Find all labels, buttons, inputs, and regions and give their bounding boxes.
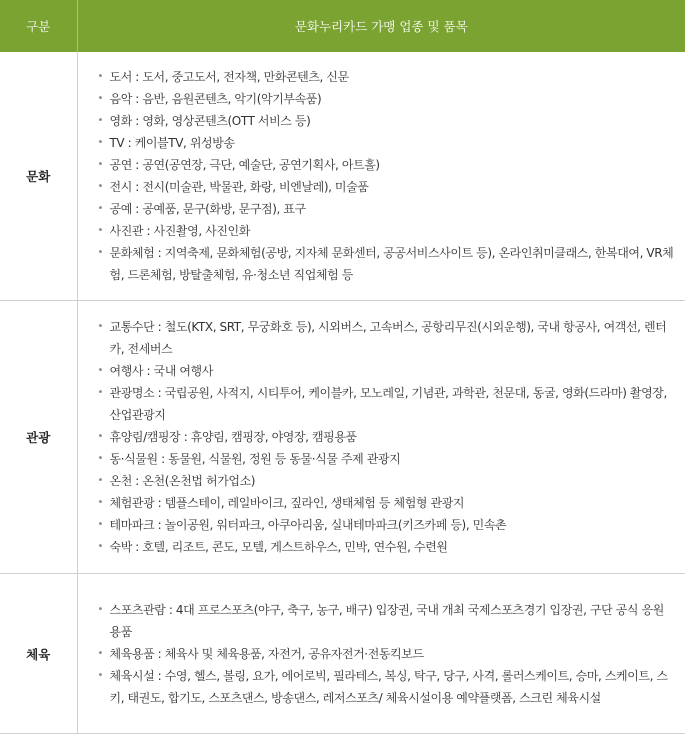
list-item	[98, 599, 676, 643]
table-row-culture	[0, 52, 685, 301]
list-item-text: TV : 케이블TV, 위성방송	[110, 136, 235, 150]
list-item	[98, 514, 676, 536]
bullet-dot-icon: •	[98, 242, 104, 264]
list-item-text: 영화 : 영화, 영상콘텐츠(OTT 서비스 등)	[110, 114, 311, 128]
list-item-text: 테마파크 : 놀이공원, 워터파크, 아쿠아리움, 실내테마파크(키즈카페 등), 민속촌	[110, 518, 507, 532]
bullet-dot-icon: •	[98, 88, 104, 110]
list-item	[98, 88, 676, 110]
table-row-sports	[0, 574, 685, 734]
list-item-text: 관광명소 : 국립공원, 사적지, 시티투어, 케이블카, 모노레일, 기념관, 과학관, 천문대, 동굴, 영화(드라마) 촬영장, 산업관광지	[110, 386, 667, 422]
bullet-dot-icon: •	[98, 536, 104, 558]
bullet-dot-icon: •	[98, 220, 104, 242]
list-item	[98, 132, 676, 154]
bullet-dot-icon: •	[98, 176, 104, 198]
bullet-dot-icon: •	[98, 599, 104, 621]
header-category: 구분	[0, 0, 77, 52]
list-item-text: 공연 : 공연(공연장, 극단, 예술단, 공연기획사, 아트홀)	[110, 158, 380, 172]
list-item	[98, 316, 676, 360]
list-item	[98, 665, 676, 709]
items-cell	[77, 301, 685, 574]
list-item-text: 공예 : 공예품, 문구(화방, 문구점), 표구	[110, 202, 306, 216]
list-item	[98, 154, 676, 176]
bullet-dot-icon: •	[98, 492, 104, 514]
bullet-dot-icon: •	[98, 643, 104, 665]
list-item-text: 온천 : 온천(온천법 허가업소)	[110, 474, 256, 488]
list-item-text: 동·식물원 : 동물원, 식물원, 정원 등 동물·식물 주제 관광지	[110, 452, 401, 466]
list-item-text: 사진관 : 사진촬영, 사진인화	[110, 224, 250, 238]
bullet-dot-icon: •	[98, 514, 104, 536]
category-cell: 체육	[0, 574, 77, 734]
list-item	[98, 242, 676, 286]
list-item	[98, 176, 676, 198]
list-item	[98, 536, 676, 558]
list-item	[98, 110, 676, 132]
category-cell: 관광	[0, 301, 77, 574]
bullet-dot-icon: •	[98, 470, 104, 492]
item-list	[78, 52, 685, 300]
list-item-text: 체육시설 : 수영, 헬스, 볼링, 요가, 에어로빅, 필라테스, 복싱, 탁구, 당구, 사격, 롤러스케이트, 승마, 스케이트, 스키, 태권도, 합기도, 스포츠댄스, 방송댄스, 레저스포츠/ 체육시설이용 예약플랫폼, 스크린 체육시설	[110, 669, 668, 705]
list-item-text: 휴양림/캠핑장 : 휴양림, 캠핑장, 야영장, 캠핑용품	[110, 430, 357, 444]
items-cell	[77, 52, 685, 301]
list-item-text: 체육용품 : 체육사 및 체육용품, 자전거, 공유자전거·전동킥보드	[110, 647, 424, 661]
table-row-tourism	[0, 301, 685, 574]
list-item	[98, 220, 676, 242]
list-item-text: 스포츠관람 : 4대 프로스포츠(야구, 축구, 농구, 배구) 입장권, 국내 개최 국제스포츠경기 입장권, 구단 공식 응원용품	[110, 603, 664, 639]
list-item-text: 음악 : 음반, 음원콘텐츠, 악기(악기부속품)	[110, 92, 322, 106]
list-item	[98, 492, 676, 514]
bullet-dot-icon: •	[98, 316, 104, 338]
list-item	[98, 66, 676, 88]
list-item-text: 숙박 : 호텔, 리조트, 콘도, 모텔, 게스트하우스, 민박, 연수원, 수련원	[110, 540, 448, 554]
bullet-dot-icon: •	[98, 448, 104, 470]
bullet-dot-icon: •	[98, 360, 104, 382]
list-item-text: 전시 : 전시(미술관, 박물관, 화랑, 비엔날레), 미술품	[110, 180, 369, 194]
list-item-text: 문화체험 : 지역축제, 문화체험(공방, 지자체 문화센터, 공공서비스사이트 등), 온라인취미클래스, 한복대여, VR체험, 드론체험, 방탈출체험, 유·청소년 직업체험 등	[110, 246, 674, 282]
items-cell	[77, 574, 685, 734]
header-items: 문화누리카드 가맹 업종 및 품목	[77, 0, 685, 52]
list-item	[98, 360, 676, 382]
list-item	[98, 470, 676, 492]
category-cell: 문화	[0, 52, 77, 301]
item-list	[78, 585, 685, 723]
bullet-dot-icon: •	[98, 110, 104, 132]
list-item-text: 교통수단 : 철도(KTX, SRT, 무궁화호 등), 시외버스, 고속버스, 공항리무진(시외운행), 국내 항공사, 여객선, 렌터카, 전세버스	[110, 320, 667, 356]
bullet-dot-icon: •	[98, 154, 104, 176]
bullet-dot-icon: •	[98, 132, 104, 154]
list-item	[98, 382, 676, 426]
list-item-text: 체험관광 : 템플스테이, 레일바이크, 짚라인, 생태체험 등 체험형 관광지	[110, 496, 465, 510]
bullet-dot-icon: •	[98, 198, 104, 220]
list-item-text: 도서 : 도서, 중고도서, 전자책, 만화콘텐츠, 신문	[110, 70, 349, 84]
bullet-dot-icon: •	[98, 66, 104, 88]
item-list	[78, 302, 685, 572]
list-item	[98, 198, 676, 220]
header-row	[0, 0, 685, 52]
bullet-dot-icon: •	[98, 382, 104, 404]
list-item-text: 여행사 : 국내 여행사	[110, 364, 213, 378]
bullet-dot-icon: •	[98, 665, 104, 687]
list-item	[98, 643, 676, 665]
bullet-dot-icon: •	[98, 426, 104, 448]
list-item	[98, 426, 676, 448]
list-item	[98, 448, 676, 470]
